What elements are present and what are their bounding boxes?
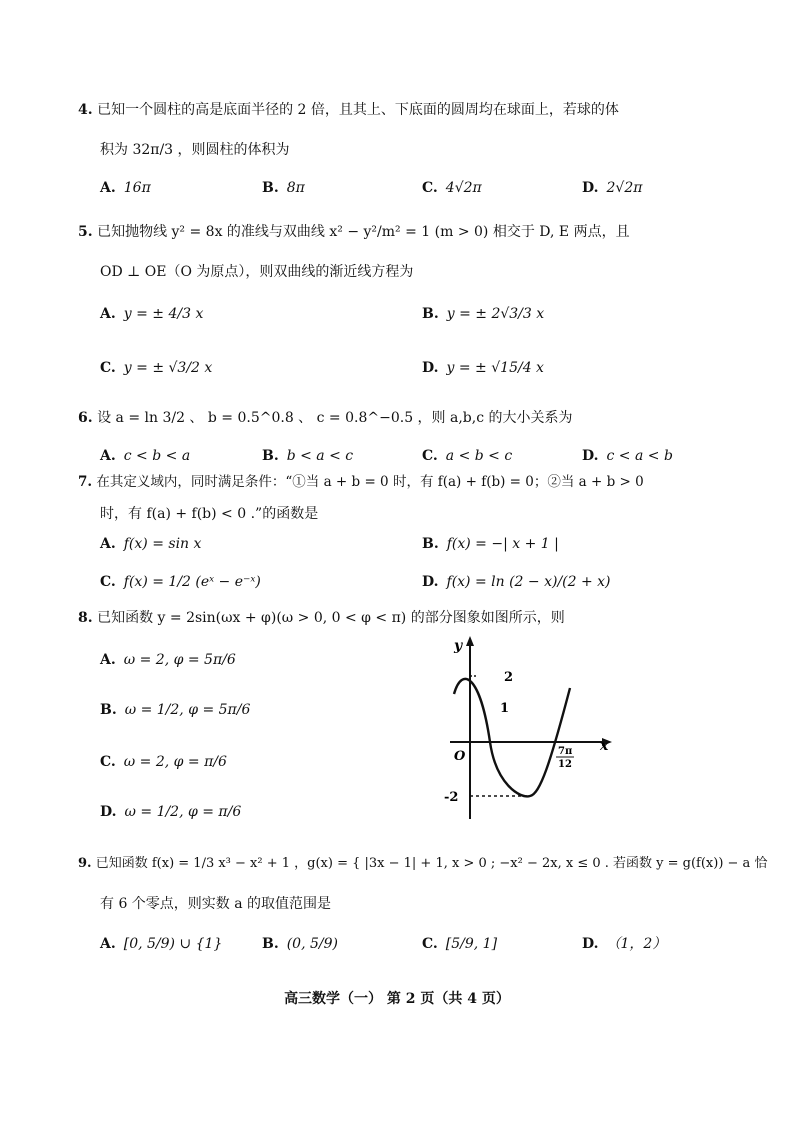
- q6-option-b: B. b < a < c: [262, 448, 354, 464]
- q8-stem-text-1: 已知函数 y = 2sin(ωx + φ)(ω > 0, 0 < φ < π) 的部分图象如图所示，则: [97, 610, 565, 626]
- origin-label: O: [454, 749, 466, 764]
- q9-stem-text-1: 已知函数 f(x) = 1/3 x³ − x² + 1 ，g(x) = { |3x − 1| + 1, x > 0 ; −x² − 2x, x ≤ 0 . 若函数 y = g(f(x)) − a 恰: [95, 856, 768, 871]
- q9-stem-text-2: 有 6 个零点，则实数 a 的取值范围是: [100, 896, 332, 912]
- q5-stem-text-1: 已知抛物线 y² = 8x 的准线与双曲线 x² − y²/m² = 1 (m > 0) 相交于 D, E 两点，且: [97, 224, 630, 240]
- q9-option-a: A. [0, 5/9) ∪ {1}: [100, 936, 223, 952]
- q8-sine-graph-figure: [440, 634, 620, 824]
- q7-option-a: A. f(x) = sin x: [100, 536, 202, 552]
- q6-stem-text-1: 设 a = ln 3/2 、 b = 0.5^0.8 、 c = 0.8^−0.5 ，则 a,b,c 的大小关系为: [97, 410, 573, 426]
- q5-option-d: D. y = ± √15/4 x: [422, 360, 544, 376]
- page-footer: 高三数学（一） 第 2 页（共 4 页）: [284, 991, 510, 1007]
- q9-number: 9.: [78, 856, 92, 871]
- tick-label-7pi-den: 12: [558, 759, 572, 770]
- q5-number: 5.: [78, 224, 93, 240]
- q8-option-b: B. ω = 1/2, φ = 5π/6: [100, 702, 251, 718]
- tick-label-2: 2: [504, 670, 514, 685]
- q4-option-d: D. 2√2π: [582, 180, 643, 196]
- y-axis-label: y: [454, 638, 463, 654]
- q5-stem-line1: [78, 222, 630, 242]
- tick-label-7pi-num: 7π: [558, 746, 573, 757]
- q7-stem-line1: [78, 472, 644, 492]
- q6-stem-line1: [78, 408, 573, 428]
- q6-option-d: D. c < a < b: [582, 448, 673, 464]
- q9-option-d: D. （1，2）: [582, 936, 667, 952]
- q4-stem-line1: [78, 100, 619, 120]
- q4-option-b: B. 8π: [262, 180, 305, 196]
- q7-option-b: B. f(x) = −| x + 1 |: [422, 536, 559, 552]
- q7-option-d: D. f(x) = ln (2 − x)/(2 + x): [422, 574, 611, 590]
- q6-option-c: C. a < b < c: [422, 448, 513, 464]
- q9-option-c: C. [5/9, 1]: [422, 936, 498, 952]
- q4-stem-text-2: 积为 32π/3 ，则圆柱的体积为: [100, 142, 290, 158]
- sine-curve: [454, 679, 573, 797]
- q6-option-a: A. c < b < a: [100, 448, 191, 464]
- tick-label-neg2: -2: [444, 790, 459, 805]
- q5-option-b: B. y = ± 2√3/3 x: [422, 306, 545, 322]
- q8-number: 8.: [78, 610, 93, 626]
- q5-stem-line2: [100, 262, 413, 282]
- x-axis-label: x: [600, 738, 609, 754]
- q8-option-c: C. ω = 2, φ = π/6: [100, 754, 227, 770]
- q4-number: 4.: [78, 102, 93, 118]
- q7-stem-line2: [100, 504, 318, 524]
- q9-stem-line1: [78, 854, 767, 874]
- q9-option-b: B. (0, 5/9): [262, 936, 338, 952]
- q5-option-c: C. y = ± √3/2 x: [100, 360, 213, 376]
- q4-stem-text-1: 已知一个圆柱的高是底面半径的 2 倍，且其上、下底面的圆周均在球面上，若球的体: [97, 102, 619, 118]
- q7-stem-text-1: 在其定义域内，同时满足条件：“①当 a + b = 0 时，有 f(a) + f(b) = 0；②当 a + b > 0: [96, 474, 644, 490]
- q4-option-a: A. 16π: [100, 180, 151, 196]
- q4-stem-line2: [100, 140, 290, 160]
- q8-stem-line1: [78, 608, 565, 628]
- q7-option-c: C. f(x) = 1/2 (eˣ − e⁻ˣ): [100, 574, 261, 590]
- q5-stem-text-2: OD ⊥ OE（O 为原点），则双曲线的渐近线方程为: [100, 264, 414, 280]
- q4-option-c: C. 4√2π: [422, 180, 482, 196]
- tick-label-1: 1: [500, 701, 510, 716]
- q8-option-a: A. ω = 2, φ = 5π/6: [100, 652, 236, 668]
- y-axis-arrow-icon: [466, 636, 474, 646]
- q8-option-d: D. ω = 1/2, φ = π/6: [100, 804, 242, 820]
- q5-option-a: A. y = ± 4/3 x: [100, 306, 204, 322]
- q7-number: 7.: [78, 474, 93, 490]
- q7-stem-text-2: 时，有 f(a) + f(b) < 0 .”的函数是: [100, 506, 319, 522]
- q6-number: 6.: [78, 410, 93, 426]
- q9-stem-line2: [100, 894, 331, 914]
